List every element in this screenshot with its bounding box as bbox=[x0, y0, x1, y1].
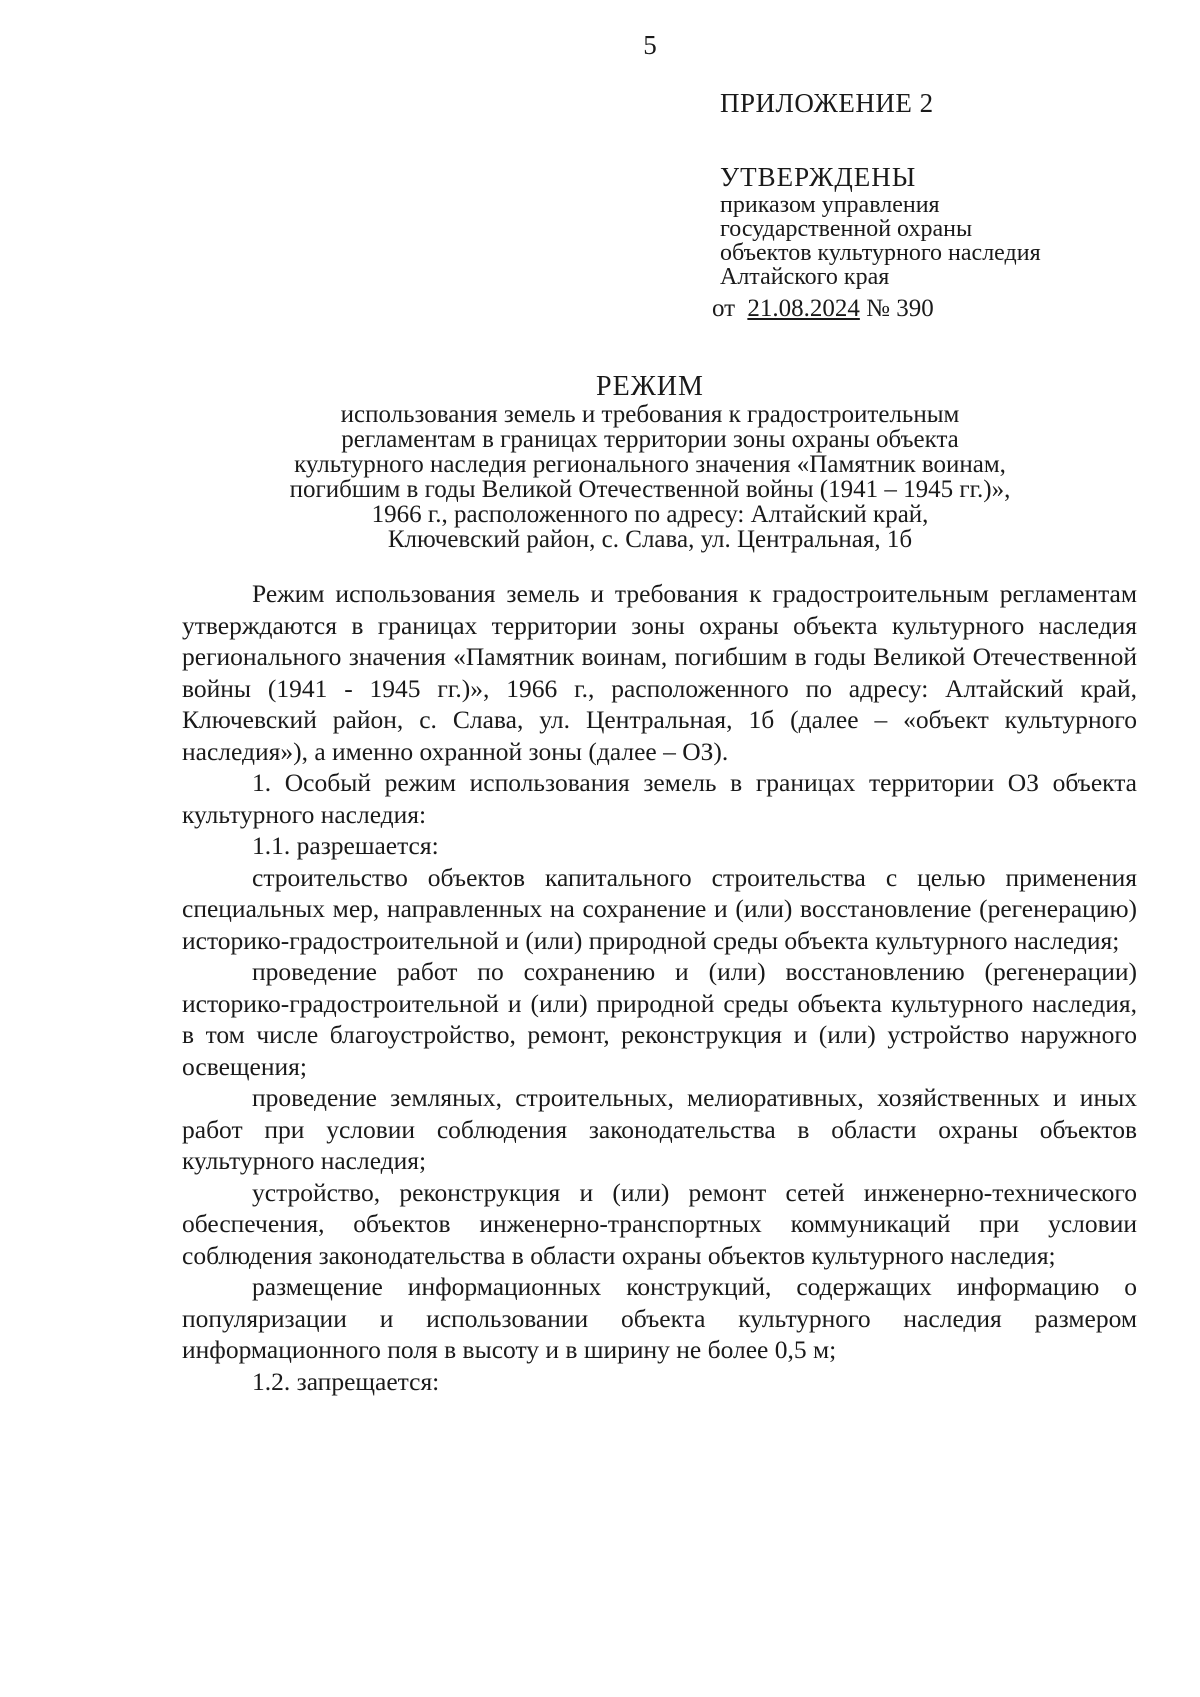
order-prefix: от bbox=[712, 295, 736, 322]
section-1-1-heading: 1.1. разрешается: bbox=[252, 831, 439, 860]
title-main: РЕЖИМ bbox=[596, 371, 704, 402]
page-number: 5 bbox=[643, 30, 657, 60]
allowed-item: проведение земляных, строительных, мелиоративных, хозяйственных и иных работ при условии соблюдения законодательства в области охраны объектов культурного наследия; bbox=[182, 1083, 1137, 1175]
approval-line: приказом управления bbox=[720, 192, 940, 218]
document-title bbox=[150, 372, 1150, 552]
approval-block bbox=[712, 88, 1180, 323]
title-line: культурного наследия регионального значения «Памятник воинам, bbox=[294, 451, 1006, 478]
title-line: 1966 г., расположенного по адресу: Алтайский край, bbox=[371, 501, 929, 528]
title-line: регламентам в границах территории зоны охраны объекта bbox=[341, 426, 959, 453]
allowed-item: устройство, реконструкция и (или) ремонт сетей инженерно-технического обеспечения, объектов инженерно-транспортных коммуникаций при условии соблюдения законодательства в области охраны объектов культурного наследия; bbox=[182, 1177, 1137, 1270]
title-line: Ключевский район, с. Слава, ул. Центральная, 1б bbox=[387, 526, 913, 553]
approval-line: объектов культурного наследия bbox=[720, 240, 1041, 266]
appendix-heading: ПРИЛОЖЕНИЕ 2 bbox=[720, 88, 934, 118]
title-line: погибшим в годы Великой Отечественной войны (1941 – 1945 гг.)», bbox=[289, 476, 1011, 503]
body-text bbox=[182, 578, 1137, 1397]
section-1-2-heading: 1.2. запрещается: bbox=[252, 1366, 440, 1396]
approved-heading: УТВЕРЖДЕНЫ bbox=[720, 162, 917, 192]
order-number: № 390 bbox=[866, 295, 934, 322]
allowed-item: проведение работ по сохранению и (или) восстановлению (регенерации) историко-градостроительной и (или) природной среды объекта культурного наследия, в том числе благоустройство, ремонт, реконструкция и (или) устройство наружного освещения; bbox=[182, 957, 1137, 1081]
allowed-item: размещение информационных конструкций, содержащих информацию о популяризации и использовании объекта культурного наследия размером информационного поля в высоту и в ширину не более 0,5 м; bbox=[182, 1272, 1137, 1364]
title-line: использования земель и требования к градостроительным bbox=[340, 401, 960, 428]
order-date: 21.08.2024 bbox=[747, 295, 860, 322]
order-reference bbox=[712, 295, 1180, 323]
approval-line: Алтайского края bbox=[720, 264, 890, 290]
allowed-item: строительство объектов капитального строительства с целью применения специальных мер, направленных на сохранение и (или) восстановление (регенерацию) историко-градостроительной и (или) природной среды объекта культурного наследия; bbox=[182, 862, 1137, 955]
section-1-paragraph: 1. Особый режим использования земель в границах территории ОЗ объекта культурного наследия: bbox=[182, 768, 1137, 829]
approval-line: государственной охраны bbox=[720, 216, 973, 242]
intro-paragraph: Режим использования земель и требования к градостроительным регламентам утверждаются в границах территории зоны охраны объекта культурного наследия регионального значения «Памятник воинам, погибшим в годы Великой Отечественной войны (1941 - 1945 гг.)», 1966 г., расположенного по адресу: Алтайский край, Ключевский район, с. Слава, ул. Центральная, 1б (далее – «объект культурного наследия»), а именно охранной зоны (далее – ОЗ). bbox=[182, 579, 1137, 766]
